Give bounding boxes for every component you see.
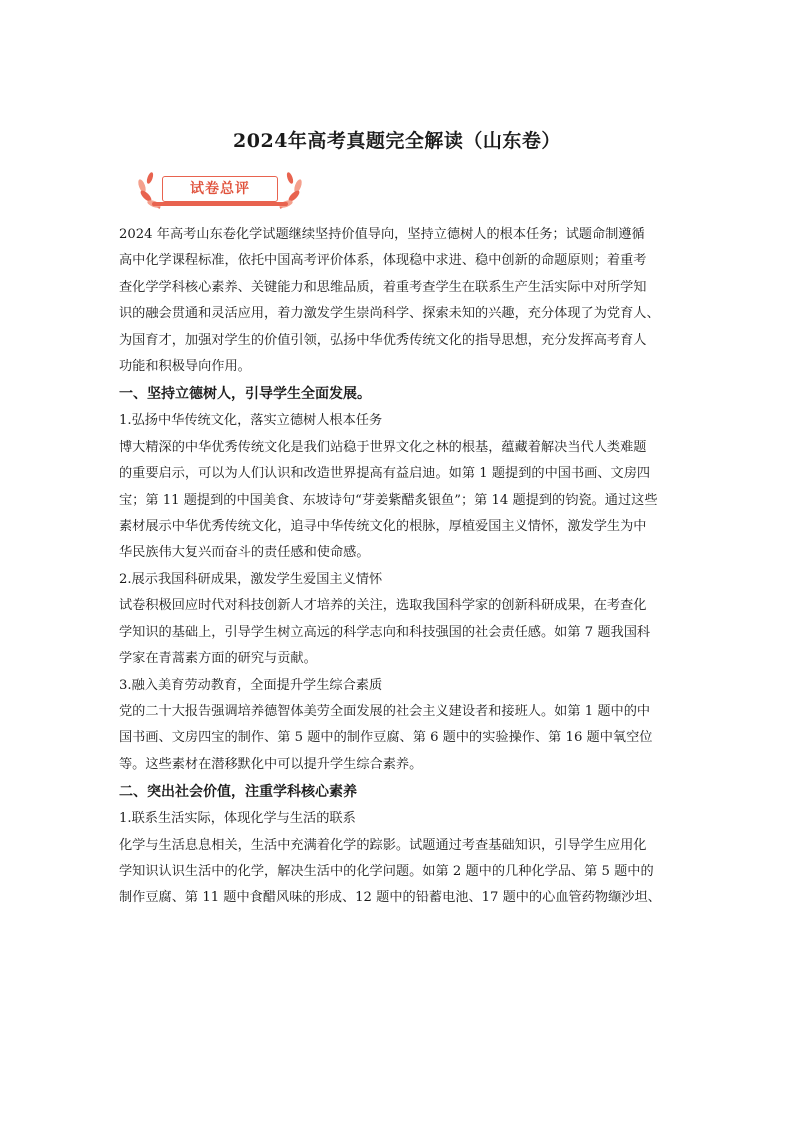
text-line: 的重要启示，可以为人们认识和改造世界提高有益启迪。如第 1 题提到的中国书画、文房四 [119,466,651,482]
text-line: 2024 年高考山东卷化学试题继续坚持价值导向，坚持立德树人的根本任务；试题命制遵循 [119,227,645,242]
intro-paragraph [119,222,679,380]
text-line: 试卷积极回应时代对科技创新人才培养的关注，选取我国科学家的创新科研成果，在考查化 [119,598,647,614]
text-line: 功能和积极导向作用。 [119,359,251,375]
text-line: 国书画、文房四宝的制作、第 5 题中的制作豆腐、第 6 题中的实验操作、第 16 题中氧空位 [119,730,653,746]
subsection-heading: 1.弘扬中华传统文化，落实立德树人根本任务 [119,413,383,429]
section-heading: 一、坚持立德树人，引导学生全面发展。 [119,386,371,403]
text-line: 查化学学科核心素养、关键能力和思维品质，着重考查学生在联系生产生活实际中对所学知 [119,279,647,295]
text-line: 为国育才，加强对学生的价值引领，弘扬中华优秀传统文化的指导思想，充分发挥高考育人 [119,332,647,348]
text-line: 宝；第 11 题提到的中国美食、东坡诗句“芽姜紫醋炙银鱼”；第 14 题提到的钧瓷。通过这些 [119,492,658,508]
text-line: 高中化学课程标准，依托中国高考评价体系，体现稳中求进、稳中创新的命题原则；着重考 [119,253,647,269]
subsection-heading: 3.融入美育劳动教育，全面提升学生综合素质 [119,677,383,693]
text-line: 华民族伟大复兴而奋斗的责任感和使命感。 [119,545,370,561]
document-body [119,222,679,912]
subsection-heading: 2.展示我国科研成果，激发学生爱国主义情怀 [119,571,383,587]
subsection-heading: 1.联系生活实际，体现化学与生活的联系 [119,811,356,827]
text-line: 识的融会贯通和灵活应用，着力激发学生崇尚科学、探索未知的兴趣，充分体现了为党育人、 [119,306,660,322]
text-line: 学知识的基础上，引导学生树立高远的科学志向和科技强国的社会责任感。如第 7 题我国科 [119,624,651,640]
section-heading: 二、突出社会价值，注重学科核心素养 [119,784,357,801]
text-line: 制作豆腐、第 11 题中食醋风味的形成、12 题中的铅蓄电池、17 题中的心血管药物缬沙坦、 [119,890,661,906]
page-title: 2024年高考真题完全解读（山东卷） [233,130,561,152]
text-line: 党的二十大报告强调培养德智体美劳全面发展的社会主义建设者和接班人。如第 1 题中的中 [119,703,651,719]
text-line: 素材展示中华优秀传统文化，追寻中华传统文化的根脉，厚植爱国主义情怀，激发学生为中 [119,519,647,535]
text-line: 学知识认识生活中的化学，解决生活中的化学问题。如第 2 题中的几种化学品、第 5 题中的 [119,863,654,879]
section-banner [130,164,330,216]
text-line: 等。这些素材在潜移默化中可以提升学生综合素养。 [119,756,423,772]
text-line: 博大精深的中华优秀传统文化是我们站稳于世界文化之林的根基，蕴藏着解决当代人类难题 [119,439,647,455]
banner-label: 试卷总评 [162,176,278,202]
text-line: 化学与生活息息相关，生活中充满着化学的踪影。试题通过考查基础知识，引导学生应用化 [119,837,647,853]
text-line: 学家在青蒿素方面的研究与贡献。 [119,651,317,667]
